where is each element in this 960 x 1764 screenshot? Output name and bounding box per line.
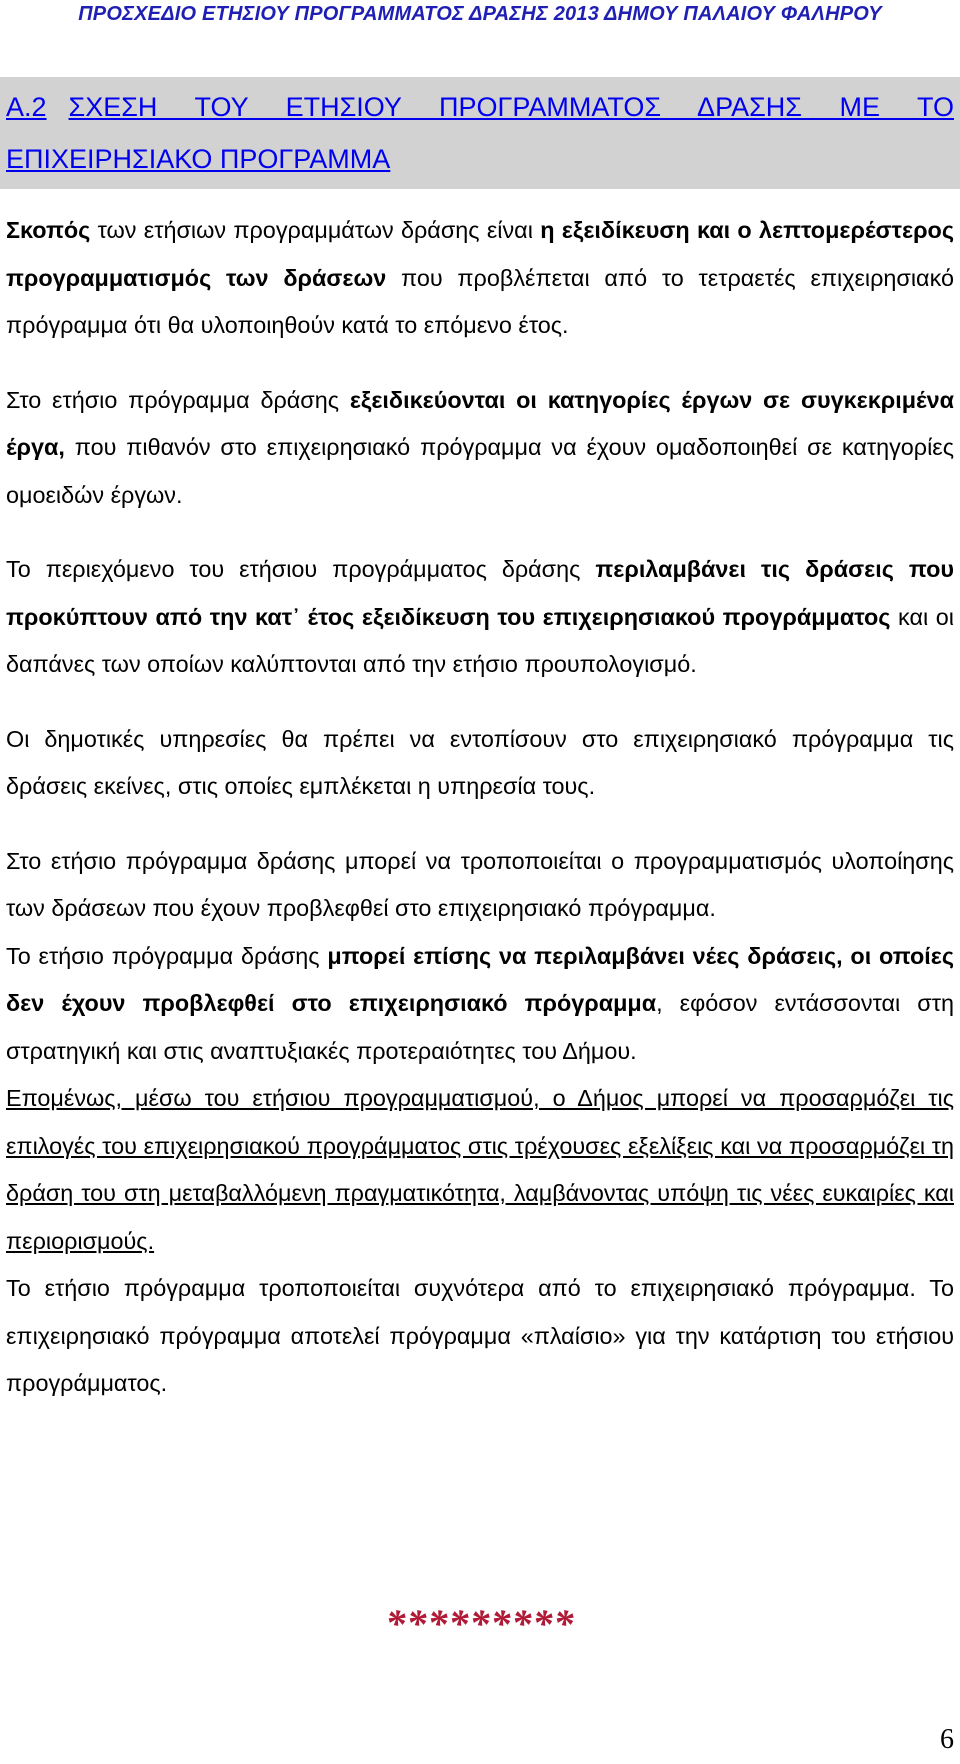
paragraph-purpose <box>6 207 954 350</box>
separator-stars: ********* <box>385 1601 575 1646</box>
paragraph-content <box>6 546 954 689</box>
running-header: ΠΡΟΣΧΕΔΙΟ ΕΤΗΣΙΟΥ ΠΡΟΓΡΑΜΜΑΤΟΣ ΔΡΑΣΗΣ 2013 ΔΗΜΟΥ ΠΑΛΑΙΟΥ ΦΑΛΗΡΟΥ <box>78 3 882 25</box>
bold-text: μπορεί επίσης να περιλαμβάνει νέες δράσεις, οι οποίες δεν έχουν προβλεφθεί στο επιχειρησιακό πρόγραμμα <box>6 942 954 1016</box>
bold-text: περιλαμβάνει τις δράσεις που προκύπτουν από την κατ᾽ έτος εξειδίκευση του επιχειρησιακού προγράμματος <box>6 556 954 630</box>
paragraph-modification: Στο ετήσιο πρόγραμμα δράσης μπορεί να τροποποιείται ο προγραμματισμός υλοποίησης των δράσεων που έχουν προβλεφθεί στο επιχειρησιακό πρόγραμμα. <box>6 847 954 921</box>
text-run: που πιθανόν στο επιχειρησιακό πρόγραμμα να έχουν ομαδοποιηθεί σε κατηγορίες ομοειδών έργων. <box>6 434 954 508</box>
bold-text: Σκοπός <box>6 217 91 243</box>
section-number: Α.2 <box>6 92 47 122</box>
text-run: Στο ετήσιο πρόγραμμα δράσης <box>6 386 350 413</box>
text-run: των ετήσιων προγραμμάτων δράσης είναι <box>90 217 541 243</box>
paragraph-framework: Το ετήσιο πρόγραμμα τροποποιείται συχνότερα από το επιχειρησιακό πρόγραμμα. Το επιχειρησιακό πρόγραμμα αποτελεί πρόγραμμα «πλαίσιο» για την κατάρτιση του ετήσιου προγράμματος. <box>6 1275 954 1396</box>
paragraph-new-actions <box>6 933 954 1076</box>
document-body <box>6 207 954 1408</box>
bold-text: η εξειδίκευση και ο λεπτομερέστερος προγραμματισμός των δράσεων <box>6 217 954 291</box>
text-run: , εφόσον εντάσσονται στη στρατηγική και στις αναπτυξιακές προτεραιότητες του Δήμου. <box>6 990 954 1064</box>
section-heading <box>0 77 960 189</box>
text-run: που προβλέπεται από το τετραετές επιχειρησιακό πρόγραμμα ότι θα υλοποιηθούν κατά το επόμενο έτος. <box>6 264 954 338</box>
bold-text: εξειδικεύονται οι κατηγορίες έργων σε συγκεκριμένα έργα, <box>6 386 954 460</box>
text-run: Το ετήσιο πρόγραμμα δράσης <box>6 942 328 969</box>
text-run: και οι δαπάνες των οποίων καλύπτονται από την ετήσιο προυπολογισμό. <box>6 603 954 677</box>
paragraph-adaptation: Επομένως, μέσω του ετήσιου προγραμματισμού, ο Δήμος μπορεί να προσαρμόζει τις επιλογές του επιχειρησιακού προγράμματος στις τρέχουσες εξελίξεις και να προσαρμόζει τη δράση του στη μεταβαλλόμενη πραγματικότητα, λαμβάνοντας υπόψη τις νέες ευκαιρίες και περιορισμούς. <box>6 1085 954 1254</box>
text-run: Το περιεχόμενο του ετήσιου προγράμματος δράσης <box>6 556 596 582</box>
page-number: 6 <box>940 1724 954 1755</box>
paragraph-services: Οι δημοτικές υπηρεσίες θα πρέπει να εντοπίσουν στο επιχειρησιακό πρόγραμμα τις δράσεις εκείνες, στις οποίες εμπλέκεται η υπηρεσία τους. <box>6 725 954 799</box>
section-title: ΣΧΕΣΗ ΤΟΥ ΕΤΗΣΙΟΥ ΠΡΟΓΡΑΜΜΑΤΟΣ ΔΡΑΣΗΣ ΜΕ ΤΟ ΕΠΙΧΕΙΡΗΣΙΑΚΟ ΠΡΟΓΡΑΜΜΑ <box>6 92 954 174</box>
paragraph-specialization <box>6 377 954 520</box>
